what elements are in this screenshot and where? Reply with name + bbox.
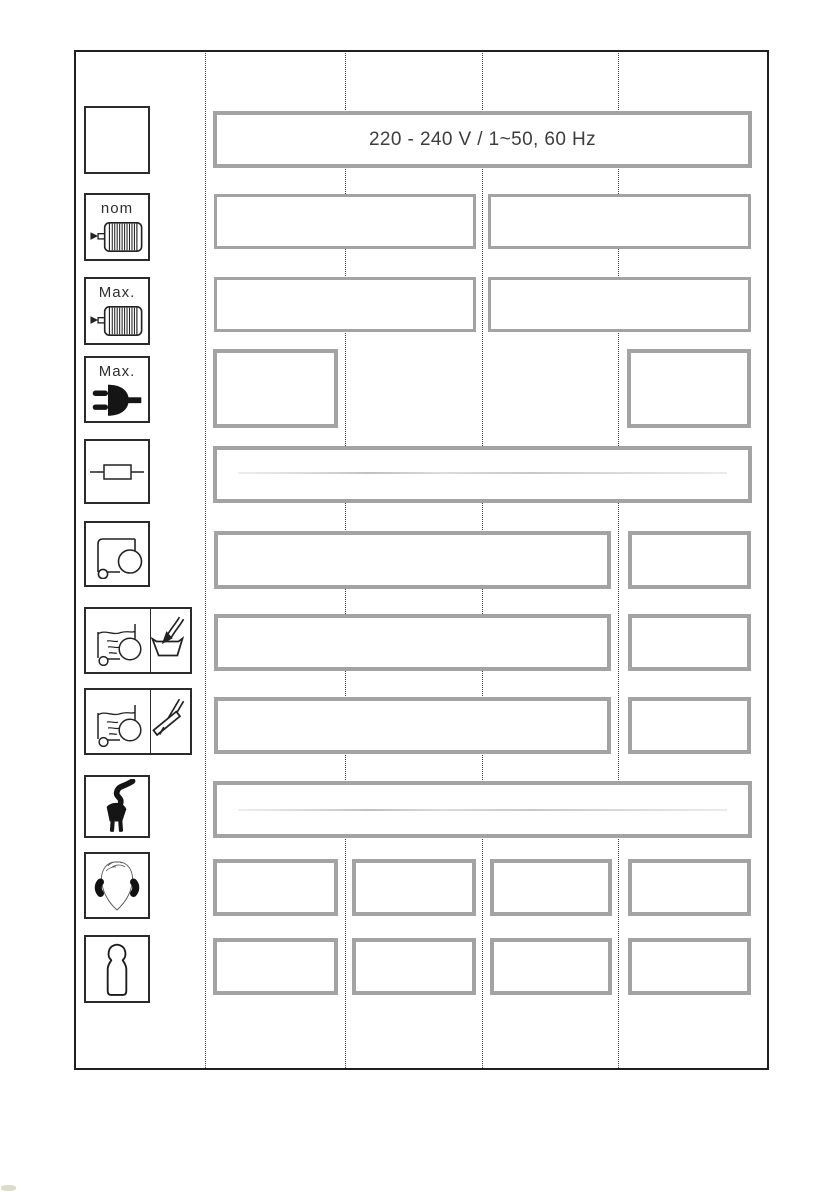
max-motor-label: Max.	[98, 284, 136, 301]
table-frame	[74, 50, 769, 1070]
row-icon-noise-level	[84, 852, 150, 919]
row-icon-container	[84, 521, 150, 587]
row-icon-nominal-motor	[84, 193, 150, 261]
row-icon-water-nozzle	[84, 688, 192, 755]
scan-artifact	[1, 1185, 16, 1191]
icon-cell-divider	[150, 609, 151, 672]
plug-icon	[90, 382, 144, 418]
max-plug-label: Max.	[98, 362, 136, 380]
icon-cell-divider	[150, 690, 151, 753]
ear-protection-icon	[91, 857, 143, 915]
floor-nozzle-icon	[149, 695, 187, 749]
cord-plug-icon	[94, 779, 140, 835]
row-icon-max-motor	[84, 277, 150, 345]
row-icon-weight	[84, 935, 150, 1003]
row-icon-power-supply	[84, 106, 150, 174]
canister-icon	[89, 529, 145, 579]
weight-icon	[97, 940, 137, 998]
row-icon-fuse	[84, 439, 150, 504]
fuse-icon	[88, 452, 146, 492]
row-icon-power-cord	[84, 775, 150, 838]
canister-water-icon	[87, 697, 149, 747]
canister-water-icon	[87, 616, 149, 666]
row-icon-max-plug	[84, 356, 150, 423]
row-icon-water-bucket	[84, 607, 192, 674]
bucket-pour-icon	[149, 614, 187, 668]
power-supply-value: 220 - 240 V / 1~50, 60 Hz	[368, 128, 597, 150]
motor-icon	[89, 303, 145, 339]
motor-icon	[89, 219, 145, 255]
nominal-label: nom	[100, 200, 134, 217]
